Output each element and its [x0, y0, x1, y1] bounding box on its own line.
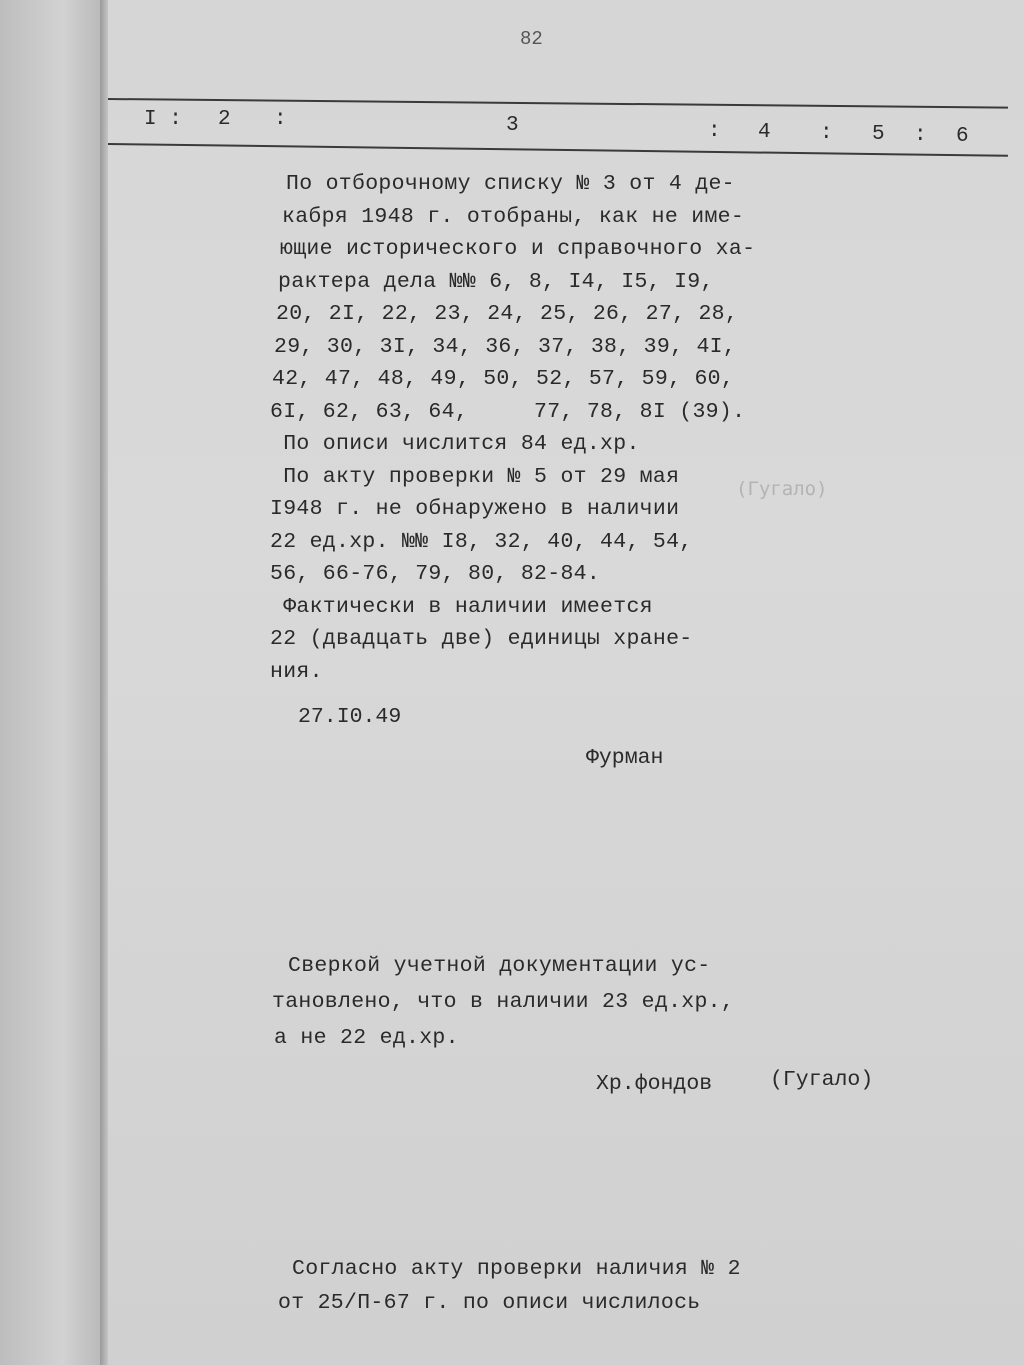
showthrough-text: (Гугало) — [736, 478, 828, 500]
text-line: рактера дела №№ 6, 8, I4, I5, I9, — [278, 269, 714, 294]
header-sep: : — [820, 122, 833, 145]
header-col-6: 6 — [956, 125, 969, 148]
text-line: ния. — [270, 659, 323, 684]
text-line: По акту проверки № 5 от 29 мая — [270, 464, 680, 489]
header-col-4: 4 — [758, 121, 771, 144]
text-line: По описи числится 84 ед.хр. — [270, 432, 640, 456]
signature-gugalo: (Гугало) — [770, 1068, 874, 1092]
header-col-1: I : — [144, 108, 182, 131]
text-line: ющие исторического и справочного ха- — [280, 237, 756, 261]
text-line: Согласно акту проверки наличия № 2 — [292, 1257, 741, 1281]
header-sep: : — [274, 108, 287, 131]
text-line: тановлено, что в наличии 23 ед.хр., — [272, 990, 735, 1014]
header-col-5: 5 — [872, 123, 885, 146]
header-col-3: 3 — [506, 114, 519, 137]
header-sep: : — [914, 124, 927, 147]
text-line: Сверкой учетной документации ус- — [288, 954, 711, 978]
document-page — [108, 0, 1024, 1365]
bottom-paragraph — [270, 1252, 750, 1320]
main-paragraph — [270, 168, 756, 688]
header-sep: : — [708, 120, 721, 143]
table-header — [108, 108, 1024, 148]
header-col-2: 2 — [218, 108, 231, 131]
page-number: 82 — [520, 28, 543, 50]
signature-furman: Фурман — [586, 746, 664, 770]
signature-role: Хр.фондов — [596, 1072, 713, 1096]
date: 27.I0.49 — [298, 705, 402, 729]
text-line: 29, 30, 3I, 34, 36, 37, 38, 39, 4I, — [274, 334, 737, 359]
text-line: 22 (двадцать две) единицы хране- — [270, 627, 693, 651]
text-line: 20, 2I, 22, 23, 24, 25, 26, 27, 28, — [276, 302, 739, 326]
text-line: I948 г. не обнаружено в наличии — [270, 497, 680, 521]
text-line: 42, 47, 48, 49, 50, 52, 57, 59, 60, — [272, 367, 735, 391]
text-line: Фактически в наличии имеется — [270, 594, 653, 619]
text-line: 56, 66-76, 79, 80, 82-84. — [270, 562, 601, 586]
left-page-edge — [0, 0, 104, 1365]
text-line: 6I, 62, 63, 64, 77, 78, 8I (39). — [270, 399, 746, 424]
text-line: 22 ед.хр. №№ I8, 32, 40, 44, 54, — [270, 529, 693, 554]
text-line: от 25/П-67 г. по описи числилось — [278, 1291, 701, 1315]
text-line: кабря 1948 г. отобраны, как не име- — [282, 204, 745, 229]
text-line: По отборочному списку № 3 от 4 де- — [286, 172, 735, 196]
text-line: а не 22 ед.хр. — [274, 1026, 459, 1050]
reconciliation-paragraph — [270, 948, 750, 1056]
